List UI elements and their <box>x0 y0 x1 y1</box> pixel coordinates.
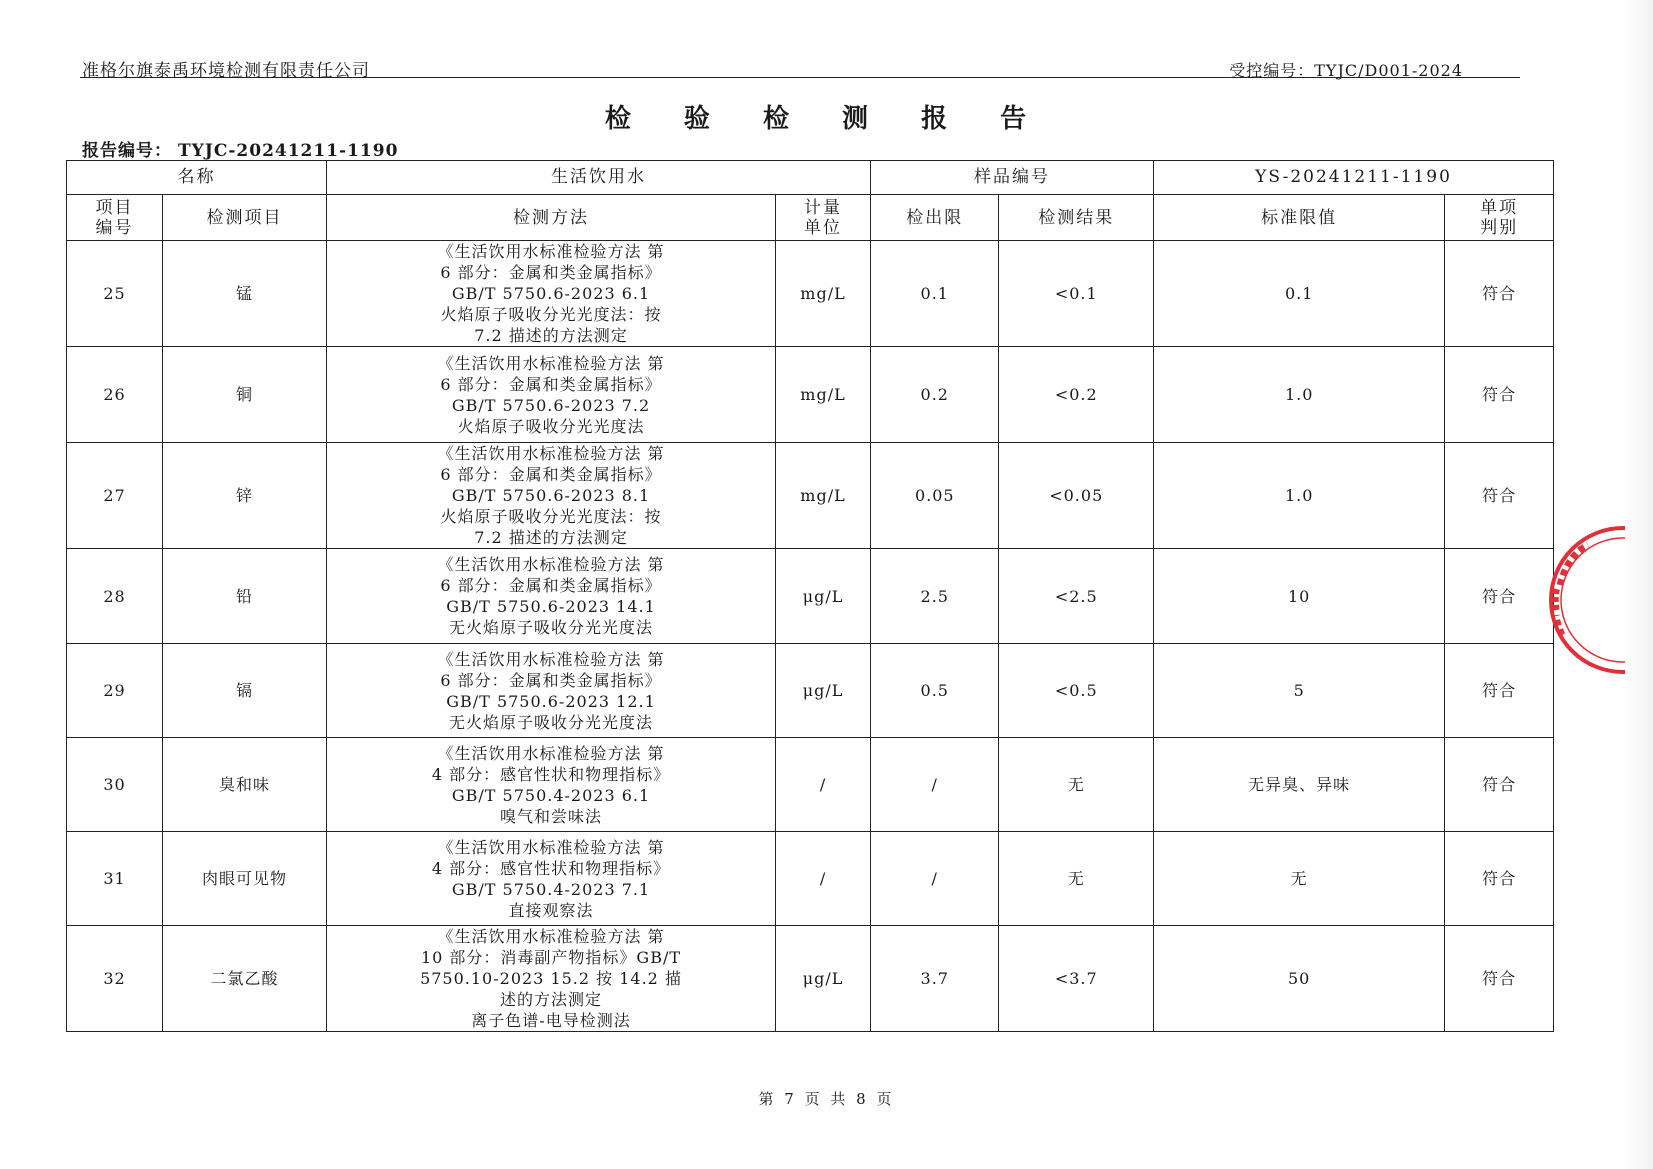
detection-limit-cell: 3.7 <box>871 926 999 1032</box>
report-number-label: 报告编号： <box>82 141 172 161</box>
method-line: 6 部分：金属和类金属指标》 <box>440 465 662 484</box>
header-standard: 标准限值 <box>1154 195 1445 241</box>
header-result: 检测结果 <box>999 195 1154 241</box>
page-footer: 第 7 页 共 8 页 <box>758 1090 895 1108</box>
method-line: 直接观察法 <box>508 900 594 920</box>
results-body <box>67 241 1554 1032</box>
method-line: 6 部分：金属和类金属指标》 <box>440 670 662 690</box>
sample-info-row <box>67 161 1554 195</box>
result-cell: <0.1 <box>999 241 1154 347</box>
detection-limit-cell: 0.2 <box>871 347 999 443</box>
result-cell: 无 <box>999 832 1154 926</box>
method-cell <box>327 443 776 549</box>
detection-limit-cell: 2.5 <box>871 549 999 644</box>
item-no-cell: 27 <box>67 443 163 549</box>
standard-limit-cell: 10 <box>1154 549 1445 644</box>
table-row <box>67 347 1554 443</box>
table-row <box>67 241 1554 347</box>
standard-limit-cell: 50 <box>1154 926 1445 1032</box>
result-cell: <0.5 <box>999 644 1154 738</box>
standard-limit-cell: 1.0 <box>1154 347 1445 443</box>
method-line: GB/T 5750.6-2023 8.1 <box>451 486 651 505</box>
method-line: 4 部分：感官性状和物理指标》 <box>431 764 671 784</box>
control-number: 受控编号：TYJC/D001-2024 <box>1229 61 1463 80</box>
table-row <box>67 832 1554 926</box>
table-row <box>67 644 1554 738</box>
method-line: GB/T 5750.4-2023 6.1 <box>451 785 651 805</box>
standard-limit-cell: 1.0 <box>1154 443 1445 549</box>
judgement-cell: 符合 <box>1445 443 1554 549</box>
judgement-cell: 符合 <box>1445 549 1554 644</box>
unit-cell: mg/L <box>776 241 871 347</box>
header-method: 检测方法 <box>327 195 776 241</box>
sample-number-label: 样品编号 <box>871 161 1154 195</box>
company-name: 准格尔旗泰禹环境检测有限责任公司 <box>82 61 370 81</box>
method-line: 无火焰原子吸收分光光度法 <box>449 712 654 732</box>
item-no-cell: 30 <box>67 738 163 832</box>
name-label: 名称 <box>67 161 327 195</box>
method-line: 火焰原子吸收分光光度法：按 <box>440 507 662 526</box>
item-name-cell: 臭和味 <box>163 738 327 832</box>
method-line: GB/T 5750.6-2023 14.1 <box>446 597 656 616</box>
unit-cell: μg/L <box>776 926 871 1032</box>
method-line: 《生活饮用水标准检验方法 第 <box>437 837 665 857</box>
method-line: 7.2 描述的方法测定 <box>474 528 628 547</box>
method-line: 6 部分：金属和类金属指标》 <box>440 263 662 282</box>
results-table <box>66 160 1554 1032</box>
method-line: GB/T 5750.4-2023 7.1 <box>451 879 651 899</box>
item-name-cell: 锌 <box>163 443 327 549</box>
method-line: 10 部分：消毒副产物指标》GB/T <box>420 948 682 967</box>
scan-edge <box>1625 0 1653 1169</box>
method-line: GB/T 5750.6-2023 6.1 <box>451 284 651 303</box>
detection-limit-cell: 0.1 <box>871 241 999 347</box>
unit-cell: / <box>776 738 871 832</box>
item-name-cell: 铜 <box>163 347 327 443</box>
method-cell <box>327 644 776 738</box>
item-name-cell: 铅 <box>163 549 327 644</box>
method-line: GB/T 5750.6-2023 7.2 <box>451 395 651 415</box>
judgement-cell: 符合 <box>1445 241 1554 347</box>
header-divider <box>80 77 1520 78</box>
item-name-cell: 肉眼可见物 <box>163 832 327 926</box>
name-value: 生活饮用水 <box>327 161 871 195</box>
table-row <box>67 926 1554 1032</box>
method-line: 《生活饮用水标准检验方法 第 <box>437 444 665 463</box>
header-unit: 计量 单位 <box>776 195 871 241</box>
sample-number-value: YS-20241211-1190 <box>1154 161 1554 195</box>
header-item: 检测项目 <box>163 195 327 241</box>
judgement-cell: 符合 <box>1445 832 1554 926</box>
method-line: 《生活饮用水标准检验方法 第 <box>437 649 665 669</box>
standard-limit-cell: 无异臭、异味 <box>1154 738 1445 832</box>
item-no-cell: 25 <box>67 241 163 347</box>
table-row <box>67 738 1554 832</box>
method-cell <box>327 832 776 926</box>
method-line: 5750.10-2023 15.2 按 14.2 描 <box>420 969 682 988</box>
item-no-cell: 32 <box>67 926 163 1032</box>
method-line: 《生活饮用水标准检验方法 第 <box>437 555 665 574</box>
report-number <box>82 136 398 161</box>
seal-text-arc-2 <box>1555 587 1557 610</box>
unit-cell: μg/L <box>776 549 871 644</box>
detection-limit-cell: 0.05 <box>871 443 999 549</box>
item-no-cell: 26 <box>67 347 163 443</box>
unit-cell: mg/L <box>776 347 871 443</box>
result-cell: <0.2 <box>999 347 1154 443</box>
method-line: 嗅气和尝味法 <box>500 806 603 826</box>
result-cell: 无 <box>999 738 1154 832</box>
method-line: 无火焰原子吸收分光光度法 <box>449 618 654 637</box>
method-line: 6 部分：金属和类金属指标》 <box>440 374 662 394</box>
method-line: 火焰原子吸收分光光度法 <box>457 416 645 436</box>
detection-limit-cell: / <box>871 738 999 832</box>
standard-limit-cell: 5 <box>1154 644 1445 738</box>
table-row <box>67 443 1554 549</box>
column-header-row <box>67 195 1554 241</box>
method-line: 6 部分：金属和类金属指标》 <box>440 576 662 595</box>
method-cell <box>327 926 776 1032</box>
method-line: 述的方法测定 <box>500 990 603 1009</box>
detection-limit-cell: 0.5 <box>871 644 999 738</box>
detection-limit-cell: / <box>871 832 999 926</box>
table-row <box>67 549 1554 644</box>
header-item-no: 项目 编号 <box>67 195 163 241</box>
item-no-cell: 28 <box>67 549 163 644</box>
method-line: 《生活饮用水标准检验方法 第 <box>437 927 665 946</box>
standard-limit-cell: 0.1 <box>1154 241 1445 347</box>
method-line: GB/T 5750.6-2023 12.1 <box>446 691 656 711</box>
method-line: 火焰原子吸收分光光度法：按 <box>440 305 662 324</box>
method-line: 7.2 描述的方法测定 <box>474 326 628 345</box>
method-cell <box>327 549 776 644</box>
seal-text-arc-3 <box>1556 615 1562 635</box>
unit-cell: mg/L <box>776 443 871 549</box>
judgement-cell: 符合 <box>1445 347 1554 443</box>
method-line: 《生活饮用水标准检验方法 第 <box>437 242 665 261</box>
method-line: 《生活饮用水标准检验方法 第 <box>437 353 665 373</box>
unit-cell: μg/L <box>776 644 871 738</box>
method-line: 《生活饮用水标准检验方法 第 <box>437 743 665 763</box>
standard-limit-cell: 无 <box>1154 832 1445 926</box>
method-line: 离子色谱-电导检测法 <box>471 1011 631 1030</box>
result-cell: <0.05 <box>999 443 1154 549</box>
method-cell <box>327 738 776 832</box>
item-name-cell: 镉 <box>163 644 327 738</box>
judgement-cell: 符合 <box>1445 738 1554 832</box>
header-judgement: 单项 判别 <box>1445 195 1554 241</box>
header-detection-limit: 检出限 <box>871 195 999 241</box>
result-cell: <3.7 <box>999 926 1154 1032</box>
method-cell <box>327 241 776 347</box>
report-number-value: TYJC-20241211-1190 <box>178 141 399 161</box>
item-no-cell: 29 <box>67 644 163 738</box>
result-cell: <2.5 <box>999 549 1154 644</box>
unit-cell: / <box>776 832 871 926</box>
item-name-cell: 二氯乙酸 <box>163 926 327 1032</box>
judgement-cell: 符合 <box>1445 926 1554 1032</box>
method-cell <box>327 347 776 443</box>
method-line: 4 部分：感官性状和物理指标》 <box>431 858 671 878</box>
item-no-cell: 31 <box>67 832 163 926</box>
judgement-cell: 符合 <box>1445 644 1554 738</box>
item-name-cell: 锰 <box>163 241 327 347</box>
report-title: 检 验 检 测 报 告 <box>604 104 1049 134</box>
